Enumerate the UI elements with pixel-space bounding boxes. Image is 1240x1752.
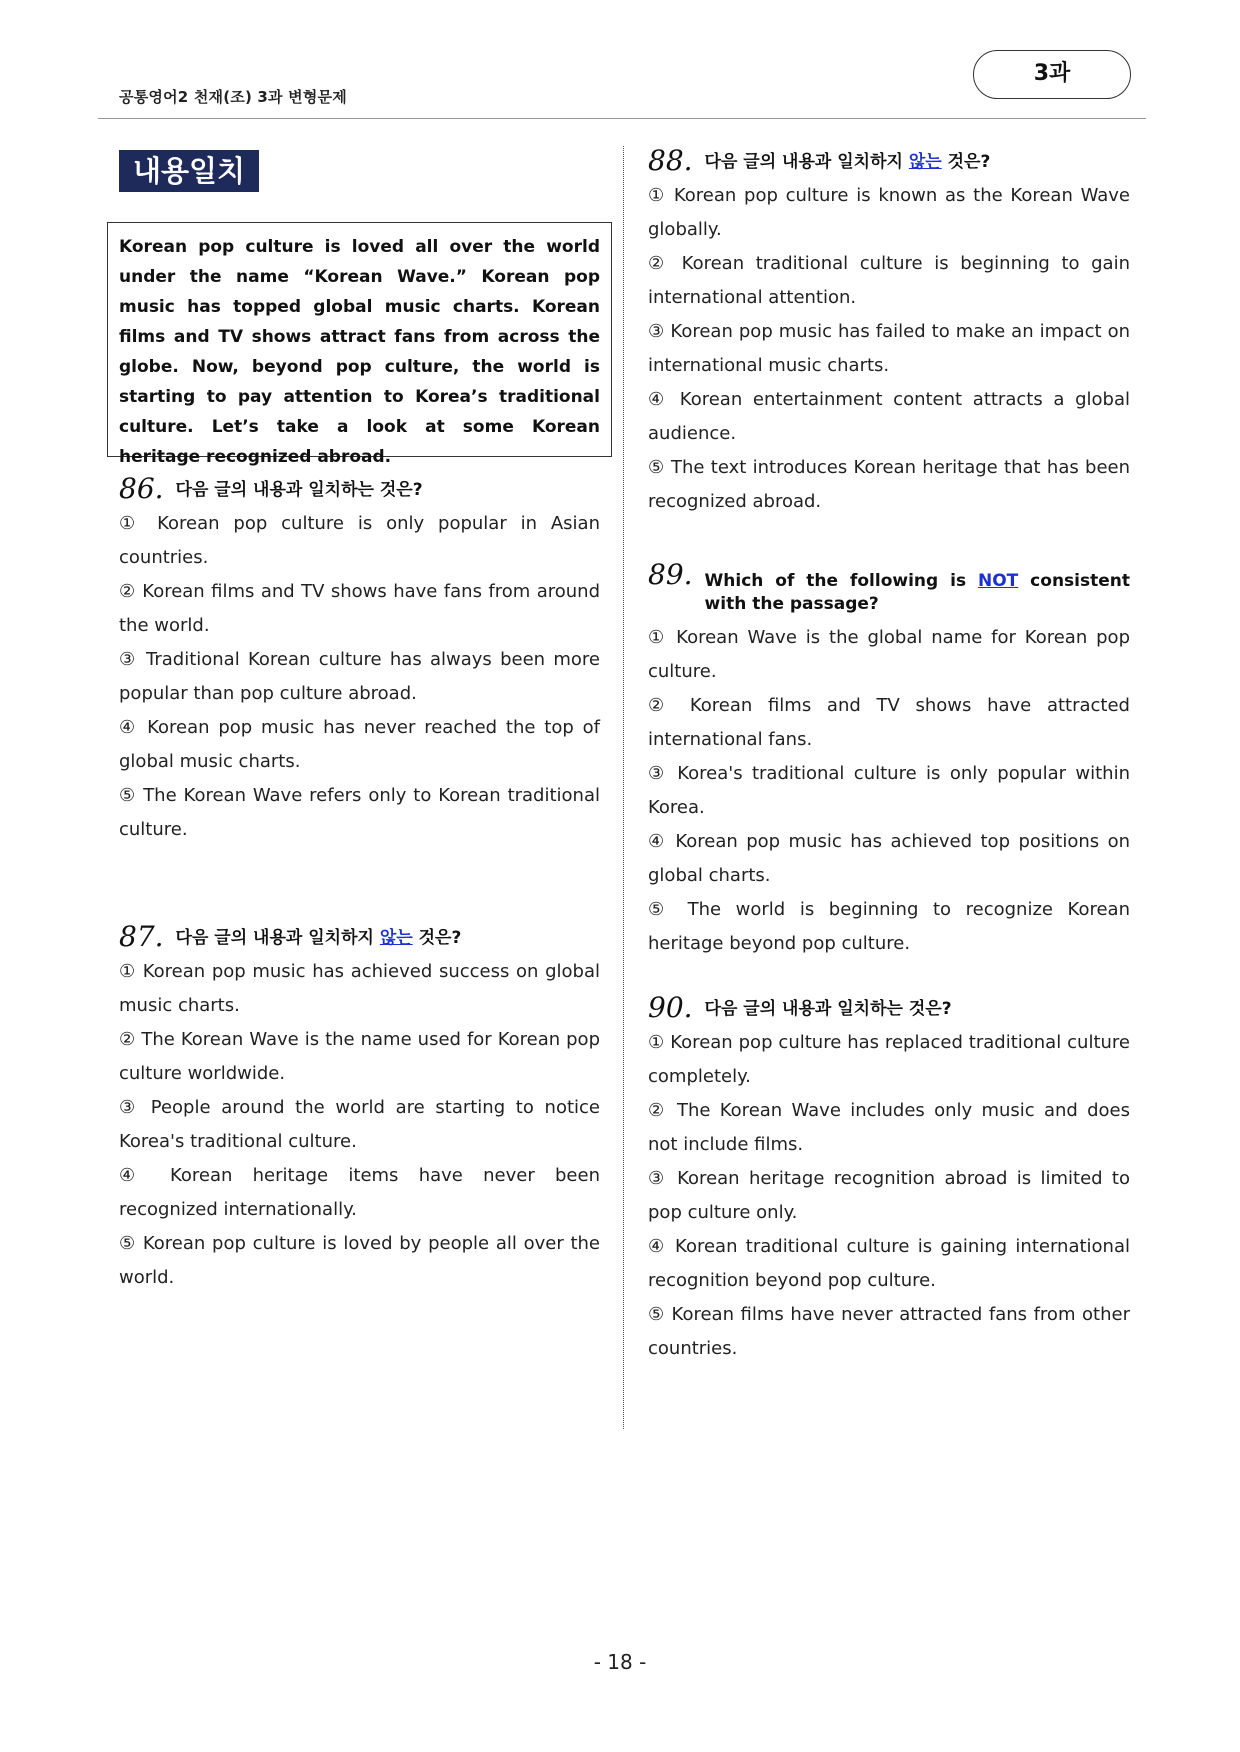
header-divider — [98, 118, 1146, 119]
answer-option-3[interactable]: ③ Korean heritage recognition abroad is limited to pop culture only. — [648, 1168, 1130, 1223]
question-87 — [119, 922, 600, 1295]
question-88 — [648, 146, 1130, 519]
answer-option-5[interactable]: ⑤ The text introduces Korean heritage that has been recognized abroad. — [648, 457, 1130, 512]
question-header — [648, 560, 1130, 618]
answer-option-4[interactable]: ④ Korean traditional culture is gaining international recognition beyond pop culture. — [648, 1236, 1130, 1291]
question-number: 86. — [119, 472, 164, 505]
answer-option-3[interactable]: ③ Korean pop music has failed to make an impact on international music charts. — [648, 321, 1130, 376]
answer-option-1[interactable]: ① Korean pop culture has replaced traditional culture completely. — [648, 1032, 1130, 1087]
answer-option-5[interactable]: ⑤ Korean pop culture is loved by people all over the world. — [119, 1233, 600, 1288]
question-stem-text: 다음 글의 내용과 일치하지 — [175, 928, 380, 948]
negation-emphasis: NOT — [977, 571, 1019, 591]
question-header — [648, 993, 1130, 1023]
question-90 — [648, 993, 1130, 1366]
question-number: 88. — [648, 144, 693, 177]
negation-emphasis: 않는 — [908, 152, 942, 172]
question-89 — [648, 560, 1130, 961]
answer-option-1[interactable]: ① Korean pop culture is known as the Korean Wave globally. — [648, 185, 1130, 240]
question-header — [648, 146, 1130, 176]
answer-option-5[interactable]: ⑤ The world is beginning to recognize Korean heritage beyond pop culture. — [648, 899, 1130, 954]
answer-option-3[interactable]: ③ Traditional Korean culture has always been more popular than pop culture abroad. — [119, 649, 600, 704]
lesson-badge: 3과 — [973, 50, 1131, 99]
question-stem-text: 것은? — [412, 928, 462, 948]
answer-options — [119, 955, 600, 1295]
answer-option-4[interactable]: ④ Korean pop music has achieved top positions on global charts. — [648, 831, 1130, 886]
answer-option-1[interactable]: ① Korean Wave is the global name for Korean pop culture. — [648, 627, 1130, 682]
answer-option-2[interactable]: ② Korean films and TV shows have fans from around the world. — [119, 581, 600, 636]
question-stem-text: 다음 글의 내용과 일치하지 — [704, 152, 909, 172]
column-divider — [623, 146, 624, 1429]
question-header — [119, 474, 600, 504]
answer-options — [119, 507, 600, 847]
question-86 — [119, 474, 600, 847]
question-stem: 다음 글의 내용과 일치하는 것은? — [704, 999, 952, 1019]
document-header-title: 공통영어2 천재(조) 3과 변형문제 — [119, 88, 347, 106]
answer-option-4[interactable]: ④ Korean entertainment content attracts a global audience. — [648, 389, 1130, 444]
question-stem — [705, 151, 991, 176]
answer-option-5[interactable]: ⑤ Korean films have never attracted fans from other countries. — [648, 1304, 1130, 1359]
question-number: 87. — [119, 920, 164, 953]
question-header — [119, 922, 600, 952]
answer-option-2[interactable]: ② Korean traditional culture is beginning to gain international attention. — [648, 253, 1130, 308]
passage-box — [107, 222, 612, 467]
question-number: 90. — [648, 991, 693, 1024]
answer-options — [648, 621, 1130, 961]
passage-text: Korean pop culture is loved all over the world under the name “Korean Wave.” Korean pop music has topped global music charts. Korean films and TV shows attract fans from across the globe. Now, beyond pop culture, the world is starting to pay attention to Korea’s traditional culture. Let’s take a look at some Korean heritage recognized abroad. — [119, 237, 600, 467]
answer-options — [648, 179, 1130, 519]
question-number: 89. — [648, 558, 693, 591]
answer-option-4[interactable]: ④ Korean heritage items have never been recognized internationally. — [119, 1165, 600, 1220]
answer-option-1[interactable]: ① Korean pop music has achieved success on global music charts. — [119, 961, 600, 1016]
negation-emphasis: 않는 — [379, 928, 413, 948]
answer-option-2[interactable]: ② The Korean Wave includes only music and does not include films. — [648, 1100, 1130, 1155]
answer-option-4[interactable]: ④ Korean pop music has never reached the top of global music charts. — [119, 717, 600, 772]
page-number: - 18 - — [593, 1650, 647, 1674]
question-stem — [176, 927, 462, 952]
answer-option-1[interactable]: ① Korean pop culture is only popular in Asian countries. — [119, 513, 600, 568]
answer-option-2[interactable]: ② The Korean Wave is the name used for Korean pop culture worldwide. — [119, 1029, 600, 1084]
question-stem-text: Which of the following is — [704, 571, 978, 591]
question-stem: 다음 글의 내용과 일치하는 것은? — [175, 480, 423, 500]
question-stem-text: 것은? — [941, 152, 991, 172]
answer-option-2[interactable]: ② Korean films and TV shows have attracted international fans. — [648, 695, 1130, 750]
answer-option-3[interactable]: ③ People around the world are starting to notice Korea's traditional culture. — [119, 1097, 600, 1152]
answer-option-5[interactable]: ⑤ The Korean Wave refers only to Korean traditional culture. — [119, 785, 600, 840]
section-label: 내용일치 — [119, 150, 259, 192]
question-stem — [705, 560, 1130, 618]
answer-options — [648, 1026, 1130, 1366]
question-stem-text: consistent with the passage? — [704, 571, 1130, 614]
answer-option-3[interactable]: ③ Korea's traditional culture is only popular within Korea. — [648, 763, 1130, 818]
